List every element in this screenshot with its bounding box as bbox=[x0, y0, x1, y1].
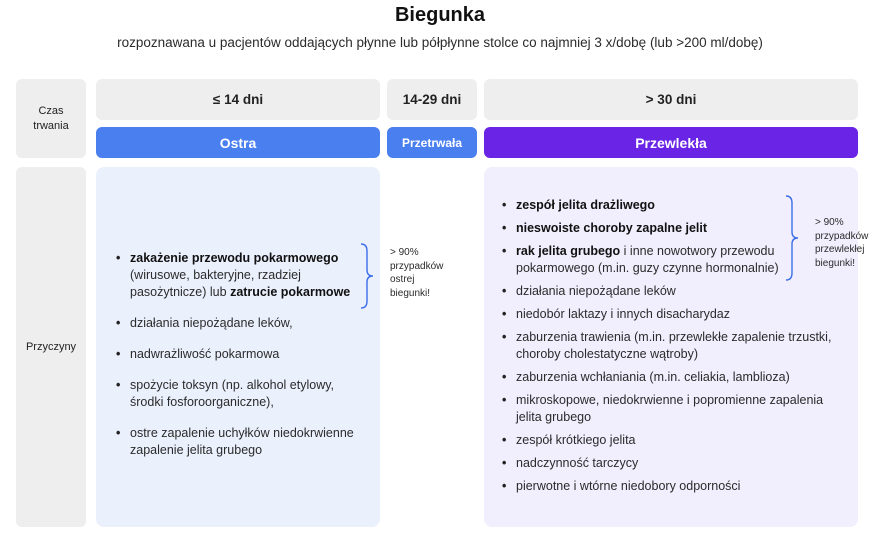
causes-row-label bbox=[16, 167, 86, 527]
type-chronic-badge: Przewlekła bbox=[484, 127, 858, 158]
duration-label-text: Czas trwania bbox=[33, 104, 69, 132]
chronic-cause-cancer-text: i inne nowotwory przewodu pokarmowego (m.in. guzy czynne hormonalnie) bbox=[516, 244, 779, 275]
page-subtitle: rozpoznawana u pacjentów oddających płynne lub półpłynne stolce co najmniej 3 x/dobę (lub >200 ml/dobę) bbox=[117, 35, 763, 50]
duration-acute: ≤ 14 dni bbox=[96, 79, 380, 120]
chronic-cause-hyperthyroidism: • nadczynność tarczycy bbox=[502, 455, 847, 472]
chronic-cause-digestion: • zaburzenia trawienia (m.in. przewlekłe zapalenie trzustki, choroby cholestatyczne wątroby) bbox=[502, 329, 847, 363]
acute-causes-list bbox=[116, 250, 364, 459]
acute-cause-infection-bold: zakażenie przewodu pokarmowego bbox=[130, 251, 339, 265]
acute-cause-infection bbox=[116, 250, 364, 301]
acute-cause-poisoning-bold: zatrucie pokarmowe bbox=[230, 285, 351, 299]
chronic-cause-immunodeficiency: • pierwotne i wtórne niedobory odporności bbox=[502, 478, 847, 495]
chronic-cause-colitis: • mikroskopowe, niedokrwienne i popromienne zapalenia jelita grubego bbox=[502, 392, 847, 426]
chronic-cause-ibd-text: nieswoiste choroby zapalne jelit bbox=[516, 221, 708, 235]
duration-chronic: > 30 dni bbox=[484, 79, 858, 120]
acute-note: > 90% przypadków ostrej biegunki! bbox=[390, 247, 444, 299]
chronic-cause-drugs: • działania niepożądane leków bbox=[502, 283, 847, 300]
type-persistent-badge: Przetrwała bbox=[387, 127, 477, 158]
acute-cause-toxins: • spożycie toksyn (np. alkohol etylowy, środki fosforoorganiczne), bbox=[116, 377, 350, 411]
duration-row-label bbox=[16, 79, 86, 158]
chronic-cause-lactase: • niedobór laktazy i innych disacharydaz bbox=[502, 306, 847, 323]
chronic-cause-ibs-text: zespół jelita drażliwego bbox=[516, 198, 655, 212]
chronic-cause-cancer-bold: rak jelita grubego bbox=[516, 244, 621, 258]
acute-cause-drugs: • działania niepożądane leków, bbox=[116, 315, 364, 332]
acute-cause-food-hypersensitivity: • nadwrażliwość pokarmowa bbox=[116, 346, 364, 363]
chronic-cause-short-bowel: • zespół krótkiego jelita bbox=[502, 432, 847, 449]
page-title: Biegunka bbox=[394, 4, 486, 26]
chronic-note: > 90% przypadków przewlekłej biegunki! bbox=[815, 217, 869, 269]
acute-cause-infection-text: (wirusowe, bakteryjne, rzadziej pasożytnicze) lub bbox=[130, 268, 301, 299]
duration-persistent: 14-29 dni bbox=[387, 79, 477, 120]
causes-label-text: Przyczyny bbox=[25, 340, 77, 353]
chronic-cause-malabsorption: • zaburzenia wchłaniania (m.in. celiakia, lamblioza) bbox=[502, 369, 847, 386]
acute-brace-icon bbox=[360, 243, 374, 309]
acute-cause-diverticulitis: • ostre zapalenie uchyłków niedokrwienne zapalenie jelita grubego bbox=[116, 425, 364, 459]
chronic-brace-icon bbox=[785, 195, 799, 281]
type-acute-badge: Ostra bbox=[96, 127, 380, 158]
chronic-cause-cancer bbox=[502, 243, 806, 277]
